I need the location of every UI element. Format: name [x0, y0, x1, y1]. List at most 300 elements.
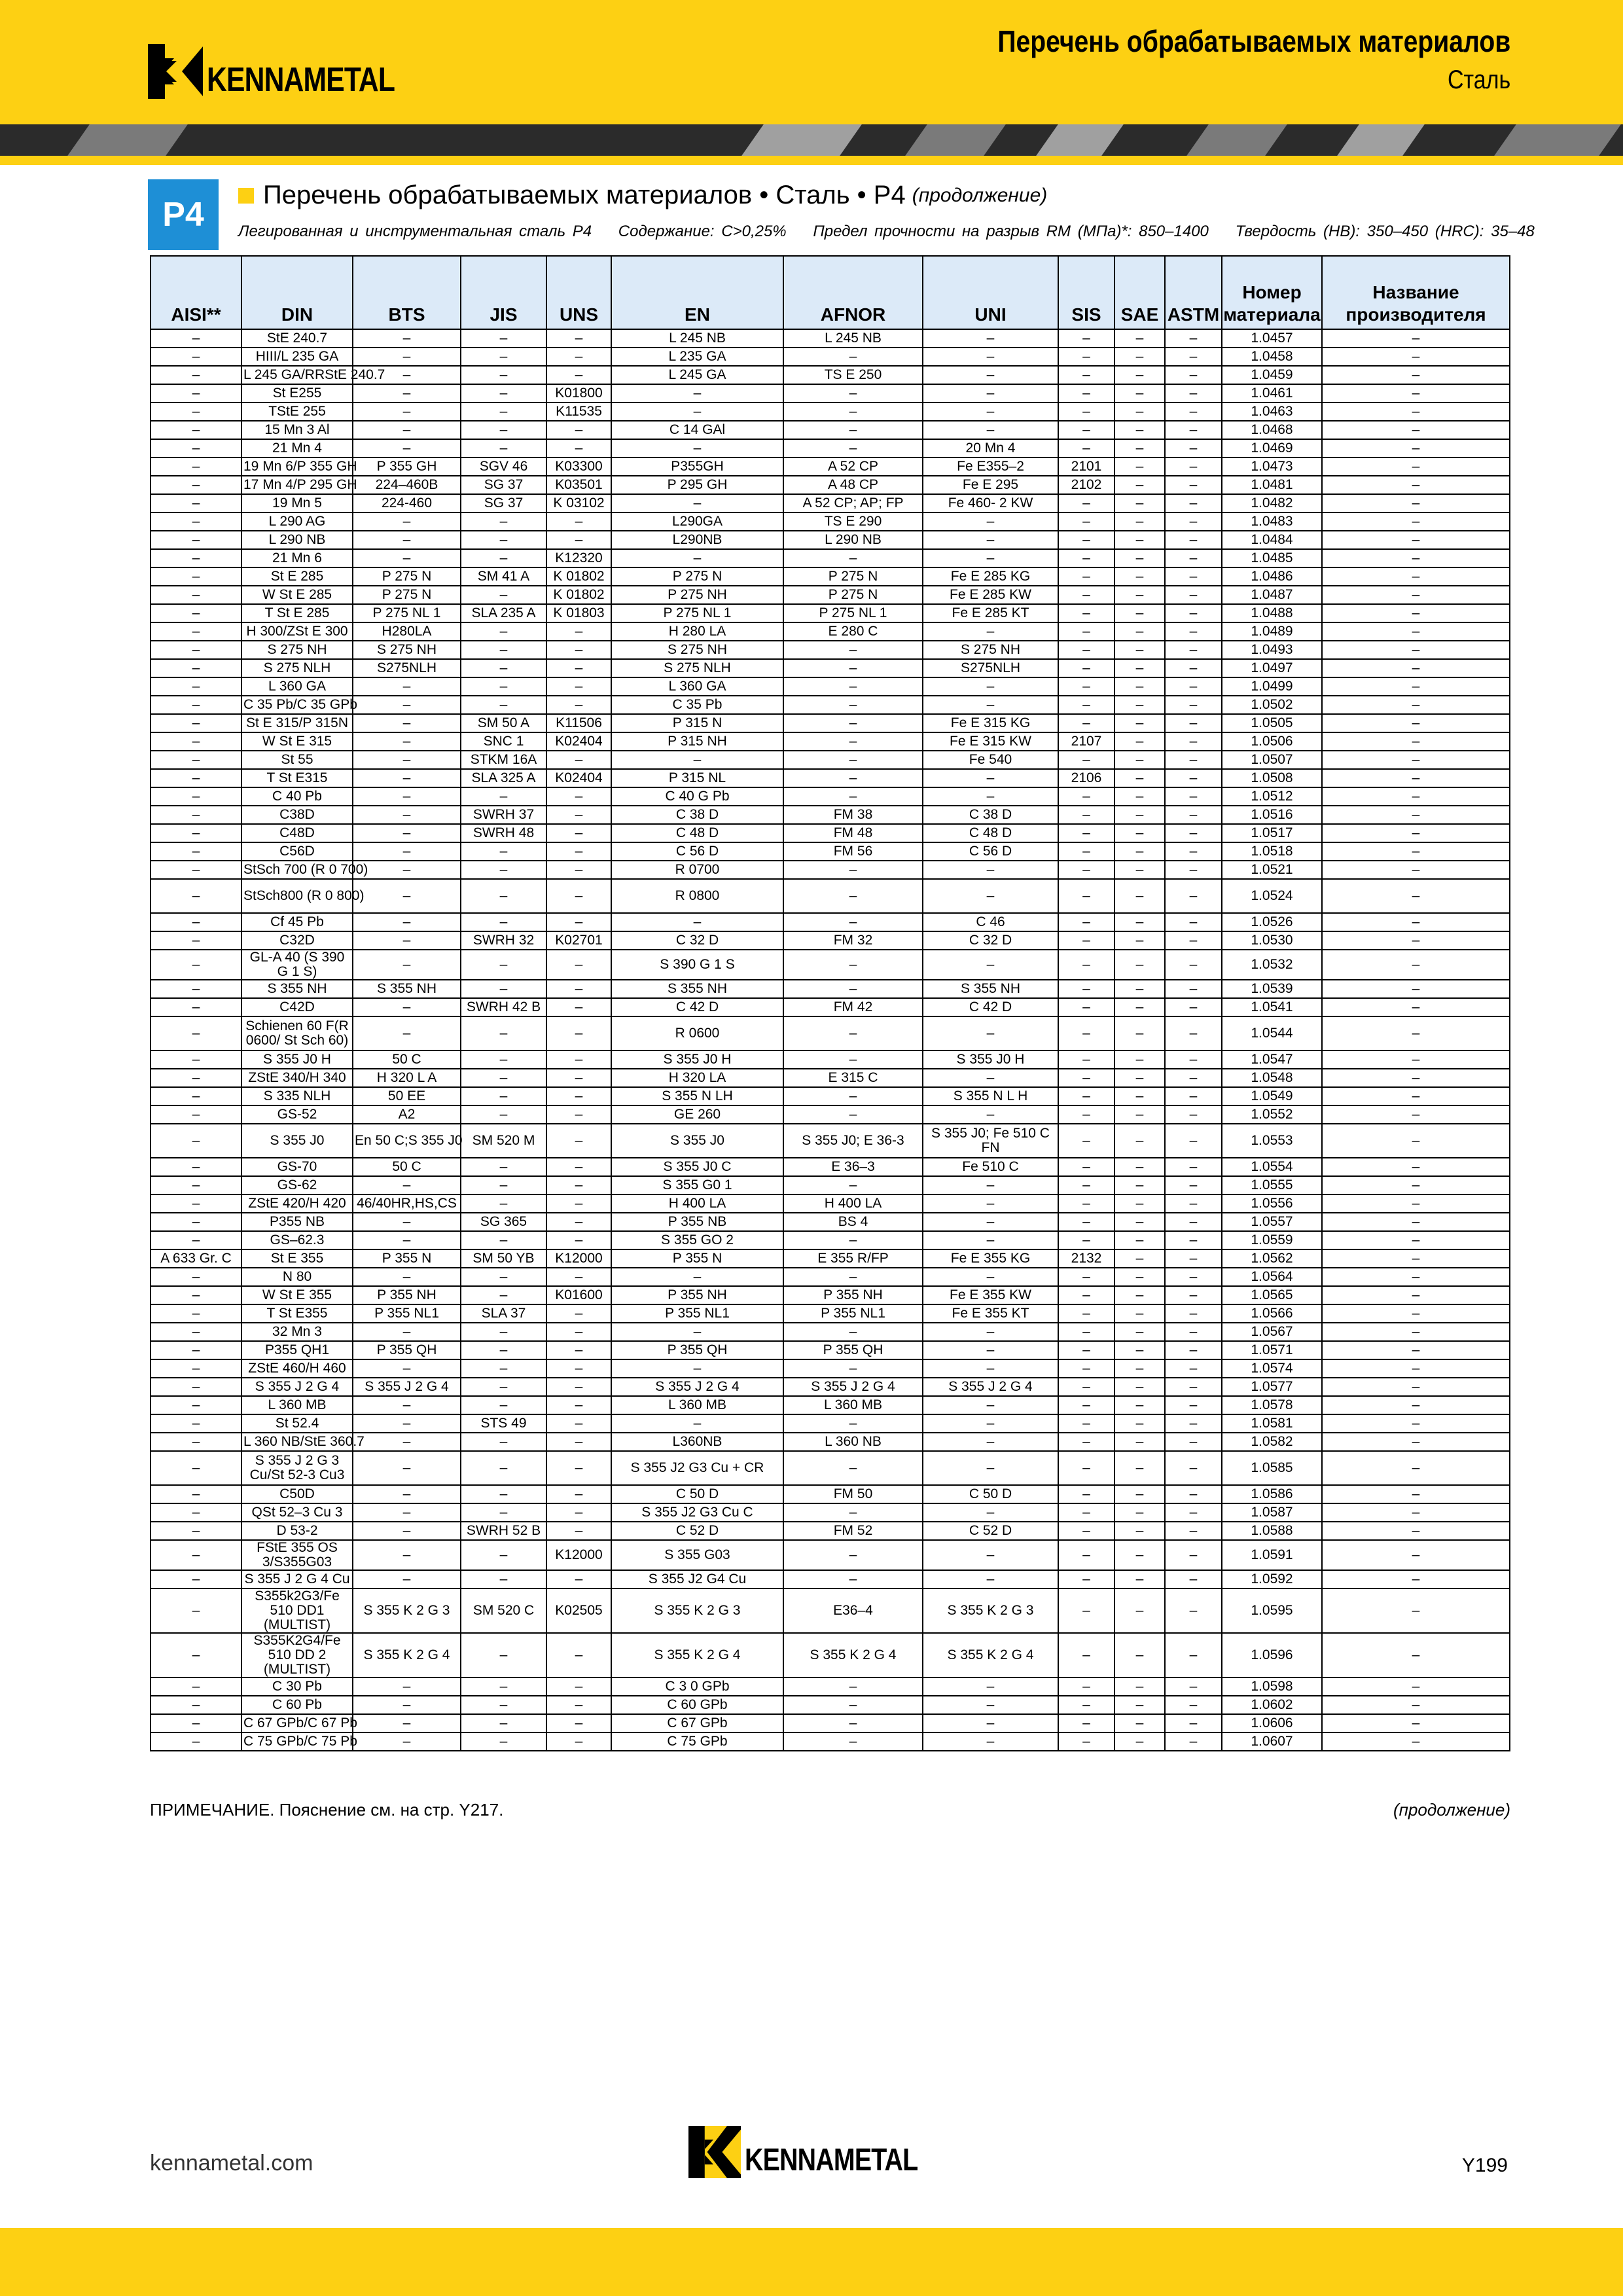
table-cell: K01600: [546, 1286, 611, 1304]
table-cell: St 55: [241, 751, 353, 769]
table-cell: –: [1115, 366, 1165, 384]
table-cell: –: [1322, 1231, 1510, 1249]
table-cell: –: [546, 980, 611, 998]
table-cell: GS-52: [241, 1105, 353, 1124]
table-cell: –: [461, 1087, 546, 1105]
table-cell: –: [461, 861, 546, 879]
table-cell: –: [151, 366, 241, 384]
table-cell: 19 Mn 5: [241, 494, 353, 512]
table-row: [151, 1414, 1510, 1433]
table-cell: S 275 NLH: [611, 659, 783, 677]
table-cell: L 245 GA: [611, 366, 783, 384]
table-cell: P 275 NL 1: [353, 604, 461, 622]
table-cell: –: [353, 824, 461, 842]
table-cell: –: [1322, 1341, 1510, 1359]
table-cell: P 275 N: [353, 567, 461, 586]
table-cell: –: [546, 787, 611, 806]
table-cell: 1.0585: [1222, 1451, 1322, 1485]
table-cell: –: [1322, 1732, 1510, 1751]
table-cell: 1.0581: [1222, 1414, 1322, 1433]
table-cell: –: [1165, 1732, 1222, 1751]
table-cell: –: [1165, 494, 1222, 512]
table-cell: –: [151, 1069, 241, 1087]
table-cell: –: [546, 1050, 611, 1069]
table-cell: S 355 N LH: [611, 1087, 783, 1105]
table-cell: –: [923, 1714, 1058, 1732]
table-cell: –: [1165, 512, 1222, 531]
table-cell: –: [353, 751, 461, 769]
table-cell: –: [923, 1451, 1058, 1485]
table-cell: P 355 N: [353, 1249, 461, 1268]
table-cell: –: [1115, 567, 1165, 586]
table-cell: –: [1058, 787, 1115, 806]
table-cell: –: [151, 1522, 241, 1540]
table-cell: –: [151, 1341, 241, 1359]
table-cell: –: [1165, 1176, 1222, 1194]
table-cell: –: [1165, 1158, 1222, 1176]
table-cell: SLA 235 A: [461, 604, 546, 622]
table-cell: –: [151, 457, 241, 476]
table-cell: –: [923, 531, 1058, 549]
table-cell: –: [1322, 1714, 1510, 1732]
table-cell: 1.0481: [1222, 476, 1322, 494]
table-cell: H 320 LA: [611, 1069, 783, 1087]
table-cell: 1.0567: [1222, 1323, 1322, 1341]
table-cell: –: [1115, 769, 1165, 787]
table-cell: –: [1165, 980, 1222, 998]
column-header: SIS: [1058, 256, 1115, 329]
table-cell: –: [1165, 384, 1222, 403]
table-cell: –: [1165, 1378, 1222, 1396]
table-cell: –: [611, 913, 783, 931]
table-cell: –: [1115, 1503, 1165, 1522]
table-row: [151, 1050, 1510, 1069]
table-cell: –: [1165, 1522, 1222, 1540]
table-row: [151, 1485, 1510, 1503]
table-cell: FM 52: [783, 1522, 923, 1540]
table-cell: –: [1058, 714, 1115, 732]
table-cell: –: [546, 1194, 611, 1213]
table-cell: –: [783, 714, 923, 732]
table-cell: –: [353, 403, 461, 421]
table-cell: –: [1058, 677, 1115, 696]
table-cell: GE 260: [611, 1105, 783, 1124]
table-cell: –: [783, 403, 923, 421]
table-cell: –: [151, 567, 241, 586]
table-cell: –: [151, 824, 241, 842]
table-cell: –: [783, 1176, 923, 1194]
table-row: [151, 457, 1510, 476]
table-cell: –: [151, 1286, 241, 1304]
table-cell: –: [1058, 531, 1115, 549]
table-cell: C 56 D: [611, 842, 783, 861]
table-cell: –: [353, 769, 461, 787]
table-cell: –: [461, 348, 546, 366]
table-cell: P 355 NL1: [353, 1304, 461, 1323]
table-cell: P 275 NL 1: [783, 604, 923, 622]
table-cell: C 46: [923, 913, 1058, 931]
table-cell: L 360 MB: [783, 1396, 923, 1414]
table-cell: –: [151, 950, 241, 980]
table-cell: –: [461, 641, 546, 659]
table-cell: –: [461, 1396, 546, 1414]
table-cell: Schienen 60 F(R 0600/ St Sch 60): [241, 1016, 353, 1050]
table-cell: S 355 J2 G4 Cu: [611, 1570, 783, 1588]
table-cell: STKM 16A: [461, 751, 546, 769]
table-cell: Fe E 355 KG: [923, 1249, 1058, 1268]
table-row: [151, 567, 1510, 586]
table-cell: –: [1322, 1249, 1510, 1268]
table-cell: 2132: [1058, 1249, 1115, 1268]
table-cell: –: [1058, 1522, 1115, 1540]
continued-note: (продолжение): [1393, 1800, 1510, 1820]
table-cell: P 275 NH: [611, 586, 783, 604]
table-cell: SWRH 37: [461, 806, 546, 824]
table-row: [151, 366, 1510, 384]
table-cell: –: [1165, 531, 1222, 549]
table-cell: S 355 J0 C: [611, 1158, 783, 1176]
table-cell: 1.0587: [1222, 1503, 1322, 1522]
info-group: Легированная и инструментальная сталь P4: [238, 223, 592, 240]
table-cell: –: [783, 879, 923, 913]
table-cell: 1.0463: [1222, 403, 1322, 421]
table-cell: –: [1058, 586, 1115, 604]
table-cell: –: [1058, 1268, 1115, 1286]
column-header: BTS: [353, 256, 461, 329]
table-cell: –: [151, 1396, 241, 1414]
table-cell: –: [611, 403, 783, 421]
table-cell: –: [1322, 769, 1510, 787]
table-cell: –: [1165, 824, 1222, 842]
footer-url[interactable]: kennametal.com: [150, 2151, 313, 2176]
table-cell: –: [1115, 659, 1165, 677]
table-cell: –: [546, 659, 611, 677]
table-cell: –: [1165, 806, 1222, 824]
table-cell: K02404: [546, 769, 611, 787]
table-cell: –: [1322, 913, 1510, 931]
table-cell: St E 315/P 315N: [241, 714, 353, 732]
table-cell: –: [353, 329, 461, 348]
table-cell: –: [151, 403, 241, 421]
table-cell: L360NB: [611, 1433, 783, 1451]
table-cell: –: [923, 348, 1058, 366]
table-cell: 1.0564: [1222, 1268, 1322, 1286]
table-cell: 1.0461: [1222, 384, 1322, 403]
table-cell: –: [783, 769, 923, 787]
table-cell: 1.0592: [1222, 1570, 1322, 1588]
table-cell: –: [353, 531, 461, 549]
table-cell: S 355 J0 H: [923, 1050, 1058, 1069]
table-cell: 32 Mn 3: [241, 1323, 353, 1341]
table-cell: –: [783, 1231, 923, 1249]
table-cell: –: [1165, 586, 1222, 604]
table-cell: –: [611, 1414, 783, 1433]
table-cell: S 355 J 2 G 4: [353, 1378, 461, 1396]
table-cell: L 360 NB/StE 360.7: [241, 1433, 353, 1451]
table-cell: 1.0574: [1222, 1359, 1322, 1378]
table-cell: SM 50 A: [461, 714, 546, 732]
table-cell: –: [353, 1323, 461, 1341]
table-cell: S 355 NH: [353, 980, 461, 998]
table-cell: –: [353, 366, 461, 384]
table-cell: C38D: [241, 806, 353, 824]
table-cell: –: [461, 366, 546, 384]
table-cell: –: [1115, 861, 1165, 879]
table-cell: 1.0524: [1222, 879, 1322, 913]
table-cell: –: [783, 1105, 923, 1124]
table-cell: –: [546, 512, 611, 531]
table-row: [151, 512, 1510, 531]
table-cell: –: [151, 980, 241, 998]
table-cell: 1.0473: [1222, 457, 1322, 476]
table-cell: –: [1058, 980, 1115, 998]
table-cell: –: [1115, 384, 1165, 403]
table-cell: S 390 G 1 S: [611, 950, 783, 980]
table-cell: P355 QH1: [241, 1341, 353, 1359]
table-cell: –: [546, 1503, 611, 1522]
table-cell: –: [1322, 998, 1510, 1016]
table-row: [151, 1176, 1510, 1194]
table-cell: SM 520 M: [461, 1124, 546, 1158]
header-title: Перечень обрабатываемых материалов: [997, 24, 1510, 58]
table-cell: A2: [353, 1105, 461, 1124]
table-cell: K02701: [546, 931, 611, 950]
table-cell: 1.0468: [1222, 421, 1322, 439]
table-cell: C 48 D: [923, 824, 1058, 842]
table-cell: 1.0505: [1222, 714, 1322, 732]
table-cell: S 355 K 2 G 3: [611, 1588, 783, 1633]
table-cell: S 355 J0 H: [241, 1050, 353, 1069]
table-cell: –: [1322, 457, 1510, 476]
table-cell: 1.0606: [1222, 1714, 1322, 1732]
table-cell: –: [1322, 950, 1510, 980]
table-cell: S 275 NH: [353, 641, 461, 659]
table-cell: –: [1058, 641, 1115, 659]
table-cell: 1.0489: [1222, 622, 1322, 641]
table-cell: 1.0521: [1222, 861, 1322, 879]
table-cell: Fe E 285 KG: [923, 567, 1058, 586]
table-cell: L 360 MB: [241, 1396, 353, 1414]
table-cell: –: [783, 384, 923, 403]
table-cell: 1.0530: [1222, 931, 1322, 950]
table-cell: S 355 J0 H: [611, 1050, 783, 1069]
table-cell: –: [1322, 980, 1510, 998]
table-cell: –: [1322, 879, 1510, 913]
table-cell: –: [1165, 439, 1222, 457]
table-cell: –: [1058, 879, 1115, 913]
table-row: [151, 659, 1510, 677]
table-cell: P 275 N: [353, 586, 461, 604]
table-cell: –: [1058, 549, 1115, 567]
table-cell: C 75 GPb/C 75 Pb: [241, 1732, 353, 1751]
table-cell: –: [461, 1570, 546, 1588]
table-cell: Fe E 295: [923, 476, 1058, 494]
table-cell: S 355 J2 G3 Cu + CR: [611, 1451, 783, 1485]
table-cell: –: [1058, 622, 1115, 641]
table-cell: –: [461, 1503, 546, 1522]
table-cell: –: [461, 1323, 546, 1341]
table-cell: –: [1165, 1050, 1222, 1069]
table-cell: –: [546, 622, 611, 641]
table-cell: –: [1165, 842, 1222, 861]
table-cell: –: [1115, 1570, 1165, 1588]
kennametal-k-icon: [688, 2126, 741, 2178]
table-cell: Fe 460- 2 KW: [923, 494, 1058, 512]
table-cell: –: [151, 714, 241, 732]
table-cell: StSch 700 (R 0 700): [241, 861, 353, 879]
table-cell: SWRH 42 B: [461, 998, 546, 1016]
table-cell: 1.0497: [1222, 659, 1322, 677]
table-cell: –: [546, 842, 611, 861]
table-cell: C 50 D: [923, 1485, 1058, 1503]
table-row: [151, 1396, 1510, 1414]
decorative-stripe-bottom: [0, 156, 1623, 165]
table-cell: K12320: [546, 549, 611, 567]
table-cell: –: [1165, 879, 1222, 913]
table-cell: –: [1165, 998, 1222, 1016]
table-cell: 1.0562: [1222, 1249, 1322, 1268]
table-cell: –: [151, 1414, 241, 1433]
table-row: [151, 1286, 1510, 1304]
table-cell: –: [923, 1341, 1058, 1359]
table-cell: 1.0596: [1222, 1633, 1322, 1677]
table-cell: 1.0549: [1222, 1087, 1322, 1105]
table-cell: –: [353, 348, 461, 366]
column-header: AISI**: [151, 256, 241, 329]
table-cell: –: [1165, 732, 1222, 751]
table-cell: –: [783, 980, 923, 998]
table-cell: –: [1115, 1286, 1165, 1304]
table-cell: 1.0588: [1222, 1522, 1322, 1540]
table-cell: –: [923, 787, 1058, 806]
table-cell: P 355 NH: [353, 1286, 461, 1304]
table-cell: 1.0552: [1222, 1105, 1322, 1124]
table-cell: –: [461, 1696, 546, 1714]
table-cell: C 52 D: [611, 1522, 783, 1540]
table-cell: L 245 NB: [611, 329, 783, 348]
table-cell: E36–4: [783, 1588, 923, 1633]
table-cell: –: [1165, 1451, 1222, 1485]
table-cell: SWRH 48: [461, 824, 546, 842]
table-cell: –: [783, 787, 923, 806]
table-cell: –: [923, 696, 1058, 714]
table-cell: –: [353, 384, 461, 403]
table-cell: –: [1165, 1194, 1222, 1213]
table-cell: –: [353, 998, 461, 1016]
table-cell: –: [546, 1341, 611, 1359]
table-cell: –: [151, 476, 241, 494]
table-cell: –: [461, 842, 546, 861]
table-cell: –: [1058, 1176, 1115, 1194]
table-cell: R 0600: [611, 1016, 783, 1050]
table-cell: –: [1115, 1176, 1165, 1194]
table-cell: –: [783, 1503, 923, 1522]
table-cell: S 355 K 2 G 4: [353, 1633, 461, 1677]
table-cell: S 355 J 2 G 4 Cu: [241, 1570, 353, 1588]
table-cell: –: [151, 531, 241, 549]
table-cell: –: [546, 641, 611, 659]
table-cell: –: [923, 1503, 1058, 1522]
table-cell: –: [1322, 531, 1510, 549]
table-cell: –: [1322, 622, 1510, 641]
table-cell: –: [923, 1016, 1058, 1050]
table-row: [151, 439, 1510, 457]
table-cell: –: [1115, 1050, 1165, 1069]
table-cell: S 275 NH: [611, 641, 783, 659]
table-row: [151, 641, 1510, 659]
table-cell: –: [1058, 1016, 1115, 1050]
table-cell: –: [151, 806, 241, 824]
table-cell: –: [353, 1570, 461, 1588]
table-cell: –: [783, 732, 923, 751]
table-cell: GS–62.3: [241, 1231, 353, 1249]
table-cell: –: [1058, 1124, 1115, 1158]
table-cell: Fe E 285 KT: [923, 604, 1058, 622]
table-cell: GL-A 40 (S 390 G 1 S): [241, 950, 353, 980]
table-cell: SNC 1: [461, 732, 546, 751]
table-cell: H 320 L A: [353, 1069, 461, 1087]
table-cell: –: [1058, 1696, 1115, 1714]
table-cell: –: [1058, 512, 1115, 531]
materials-table: [150, 255, 1510, 1751]
table-cell: –: [1322, 1540, 1510, 1570]
table-cell: A 633 Gr. C: [151, 1249, 241, 1268]
table-cell: –: [783, 913, 923, 931]
table-cell: Fe E355–2: [923, 457, 1058, 476]
table-cell: –: [1322, 403, 1510, 421]
table-cell: –: [1115, 1451, 1165, 1485]
table-row: [151, 1304, 1510, 1323]
table-cell: –: [151, 622, 241, 641]
table-cell: –: [923, 1194, 1058, 1213]
table-cell: –: [923, 329, 1058, 348]
table-cell: –: [151, 1588, 241, 1633]
table-cell: S 355 NH: [611, 980, 783, 998]
table-cell: 2106: [1058, 769, 1115, 787]
kennametal-logo: [148, 43, 436, 99]
table-cell: –: [353, 861, 461, 879]
table-cell: –: [1165, 348, 1222, 366]
table-cell: 19 Mn 6/P 355 GH: [241, 457, 353, 476]
table-cell: –: [546, 1124, 611, 1158]
table-cell: –: [151, 1732, 241, 1751]
table-cell: –: [783, 421, 923, 439]
section-title-text: Перечень обрабатываемых материалов • Сталь • P4: [263, 181, 906, 209]
table-cell: –: [1058, 403, 1115, 421]
table-cell: –: [1115, 494, 1165, 512]
table-cell: S 355 K 2 G 4: [923, 1633, 1058, 1677]
table-row: [151, 1633, 1510, 1677]
table-cell: P 355 QH: [783, 1341, 923, 1359]
table-cell: –: [353, 512, 461, 531]
table-cell: S 355 GO 2: [611, 1231, 783, 1249]
table-cell: 1.0565: [1222, 1286, 1322, 1304]
table-cell: –: [923, 1213, 1058, 1231]
table-row: [151, 1069, 1510, 1087]
table-cell: 1.0571: [1222, 1341, 1322, 1359]
table-row: [151, 677, 1510, 696]
table-cell: –: [461, 1268, 546, 1286]
table-cell: –: [1165, 1414, 1222, 1433]
table-row: [151, 1124, 1510, 1158]
table-cell: –: [353, 1359, 461, 1378]
table-cell: C 75 GPb: [611, 1732, 783, 1751]
table-cell: 1.0457: [1222, 329, 1322, 348]
table-cell: L290GA: [611, 512, 783, 531]
table-cell: S 335 NLH: [241, 1087, 353, 1105]
table-cell: FM 50: [783, 1485, 923, 1503]
table-row: [151, 913, 1510, 931]
